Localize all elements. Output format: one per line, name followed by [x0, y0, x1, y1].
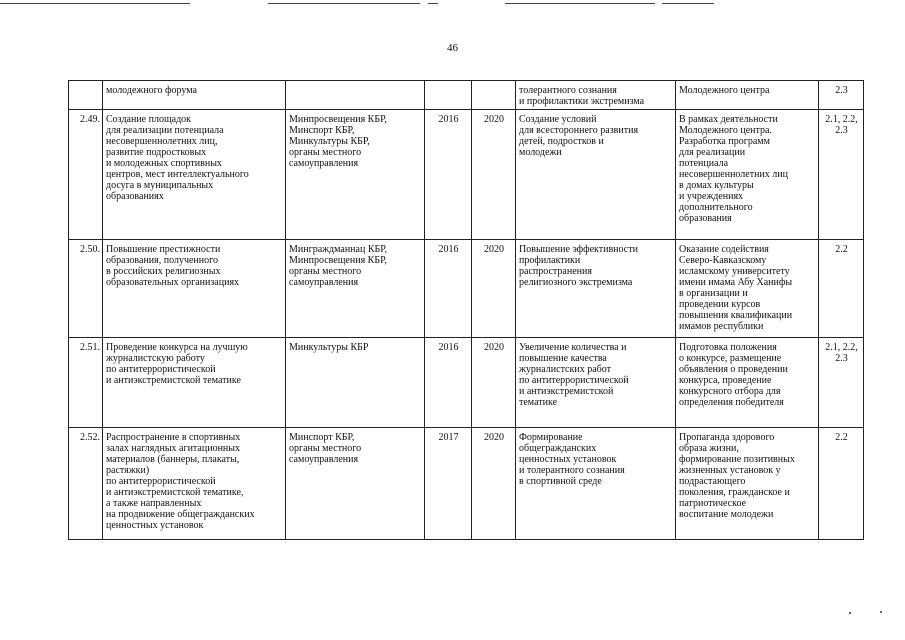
- reference-cell: 2.2: [819, 240, 864, 338]
- reference-cell: 2.1, 2.2, 2.3: [819, 338, 864, 428]
- activity-cell: Распространение в спортивных залах наглядных агитационных материалов (баннеры, плакаты, растяжки) по антитеррористической и антиэкстремистской тематике, а также направленных на продвижение общегражданских ценностных установок: [103, 428, 286, 540]
- start-year-cell: [425, 81, 472, 110]
- table-row: [69, 110, 864, 240]
- end-year-cell: 2020: [472, 428, 516, 540]
- notes-cell: В рамках деятельности Молодежного центра. Разработка программ для реализации потенциала несовершеннолетних лиц в домах культуры и учреждениях дополнительного образования: [676, 110, 819, 240]
- table-row: [69, 240, 864, 338]
- activity-cell: Создание площадок для реализации потенциала несовершеннолетних лиц, развитие подростковых и молодежных спортивных центров, мест интеллектуального досуга в муниципальных образованиях: [103, 110, 286, 240]
- result-cell: толерантного сознания и профилактики экстремизма: [516, 81, 676, 110]
- item-number: 2.49.: [69, 110, 103, 240]
- scan-speck: [849, 612, 851, 614]
- reference-cell: 2.1, 2.2, 2.3: [819, 110, 864, 240]
- scan-speck: [880, 611, 882, 613]
- top-edge-rule: [662, 3, 714, 4]
- executors-cell: Минпросвещения КБР, Минспорт КБР, Минкультуры КБР, органы местного самоуправления: [286, 110, 425, 240]
- top-edge-rule: [268, 3, 420, 4]
- top-edge-rule: [428, 3, 438, 4]
- end-year-cell: 2020: [472, 240, 516, 338]
- notes-cell: Подготовка положения о конкурсе, размещение объявления о проведении конкурса, проведение конкурсного отбора для определения победителя: [676, 338, 819, 428]
- table-row: [69, 81, 864, 110]
- result-cell: Повышение эффективности профилактики распространения религиозного экстремизма: [516, 240, 676, 338]
- measures-table: [68, 80, 864, 540]
- activity-cell: молодежного форума: [103, 81, 286, 110]
- item-number: 2.50.: [69, 240, 103, 338]
- top-edge-rule: [505, 3, 655, 4]
- top-edge-rule: [0, 3, 190, 4]
- reference-cell: 2.3: [819, 81, 864, 110]
- end-year-cell: [472, 81, 516, 110]
- item-number: [69, 81, 103, 110]
- result-cell: Увеличение количества и повышение качества журналистских работ по антитеррористической и антиэкстремистской тематике: [516, 338, 676, 428]
- notes-cell: Пропаганда здорового образа жизни, формирование позитивных жизненных установок у подрастающего поколения, гражданское и патриотическое воспитание молодежи: [676, 428, 819, 540]
- activity-cell: Проведение конкурса на лучшую журналистскую работу по антитеррористической и антиэкстремистской тематике: [103, 338, 286, 428]
- executors-cell: Минкультуры КБР: [286, 338, 425, 428]
- start-year-cell: 2017: [425, 428, 472, 540]
- page-number: 46: [447, 42, 458, 54]
- item-number: 2.51.: [69, 338, 103, 428]
- table-row: [69, 428, 864, 540]
- start-year-cell: 2016: [425, 110, 472, 240]
- item-number: 2.52.: [69, 428, 103, 540]
- executors-cell: [286, 81, 425, 110]
- reference-cell: 2.2: [819, 428, 864, 540]
- notes-cell: Оказание содействия Северо-Кавказскому исламскому университету имени имама Абу Ханифы в организации и проведении курсов повышения квалификации имамов республики: [676, 240, 819, 338]
- table-row: [69, 338, 864, 428]
- result-cell: Создание условий для всестороннего развития детей, подростков и молодежи: [516, 110, 676, 240]
- result-cell: Формирование общегражданских ценностных установок и толерантного сознания в спортивной среде: [516, 428, 676, 540]
- executors-cell: Минспорт КБР, органы местного самоуправления: [286, 428, 425, 540]
- notes-cell: Молодежного центра: [676, 81, 819, 110]
- end-year-cell: 2020: [472, 110, 516, 240]
- activity-cell: Повышение престижности образования, полученного в российских религиозных образовательных организациях: [103, 240, 286, 338]
- start-year-cell: 2016: [425, 338, 472, 428]
- executors-cell: Минграждманнац КБР, Минпросвещения КБР, органы местного самоуправления: [286, 240, 425, 338]
- start-year-cell: 2016: [425, 240, 472, 338]
- end-year-cell: 2020: [472, 338, 516, 428]
